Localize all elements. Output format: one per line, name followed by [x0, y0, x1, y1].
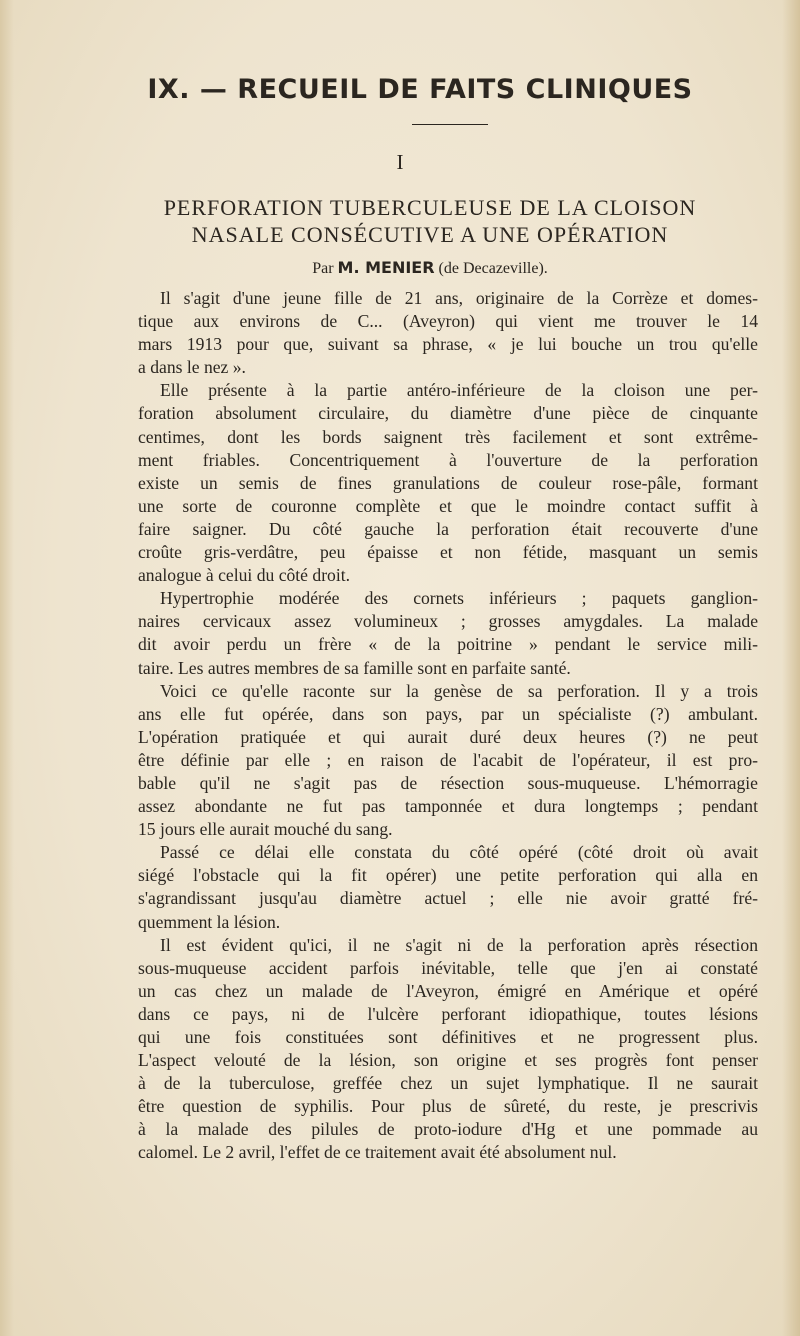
author-name: M. MENIER: [337, 258, 435, 277]
text-line: L'aspect velouté de la lésion, son origine et ses progrès font penser: [138, 1050, 758, 1071]
text-line: qui une fois constituées sont définitives et ne progressent plus.: [138, 1027, 758, 1047]
text-line: Hypertrophie modérée des cornets inférieurs ; paquets ganglion-: [160, 588, 758, 609]
text-line: Voici ce qu'elle raconte sur la genèse de sa perforation. Il y a trois: [160, 680, 758, 701]
text-line: siégé l'obstacle qui la fit opérer) une petite perforation qui alla en: [138, 865, 758, 886]
text-line: naires cervicaux assez volumineux ; grosses amygdales. La malade: [138, 611, 758, 632]
page-edge-shadow-left: [0, 0, 14, 1336]
article-body: [138, 287, 758, 1165]
paragraph: [138, 287, 758, 379]
article-title-line-2: NASALE CONSÉCUTIVE A UNE OPÉRATION: [191, 222, 669, 247]
text-line: une sorte de couronne complète et que le moindre contact suffit à: [138, 495, 758, 516]
byline-prefix: Par: [312, 260, 334, 277]
text-line: ment friables. Concentriquement à l'ouverture de la perforation: [138, 449, 758, 470]
section-number: I: [396, 150, 404, 174]
text-line: Passé ce délai elle constata du côté opéré (côté droit où avait: [160, 842, 758, 863]
paragraph: [138, 841, 758, 933]
text-line: croûte gris-verdâtre, peu épaisse et non fétide, masquant un semis: [138, 542, 758, 563]
text-line: sous-muqueuse accident parfois inévitable, telle que j'en ai constaté: [138, 957, 758, 978]
text-line: dit avoir perdu un frère « de la poitrine » pendant le service mili-: [138, 634, 758, 655]
paragraph: [138, 379, 758, 587]
text-line: foration absolument circulaire, du diamètre d'une pièce de cinquante: [138, 403, 758, 424]
text-line: dans ce pays, ni de l'ulcère perforant idiopathique, toutes lésions: [138, 1003, 758, 1024]
text-line: 15 jours elle aurait mouché du sang.: [138, 819, 393, 840]
text-line: bable qu'il ne s'agit pas de résection sous-muqueuse. L'hémorragie: [138, 772, 758, 793]
text-line: a dans le nez ».: [138, 357, 246, 378]
heading-divider: [412, 124, 488, 125]
text-line: Il est évident qu'ici, il ne s'agit ni de la perforation après résection: [160, 934, 758, 955]
paragraph: [138, 587, 758, 679]
text-line: L'opération pratiquée et qui aurait duré deux heures (?) ne peut: [138, 726, 758, 747]
article-title-line-1: PERFORATION TUBERCULEUSE DE LA CLOISON: [163, 195, 697, 220]
text-line: existe un semis de fines granulations de couleur rose-pâle, formant: [138, 472, 758, 493]
text-line: un cas chez un malade de l'Aveyron, émigré en Amérique et opéré: [138, 980, 758, 1001]
text-line: être définie par elle ; en raison de l'acabit de l'opérateur, il est pro-: [138, 749, 758, 770]
text-line: faire saigner. Du côté gauche la perforation était recouverte d'une: [138, 518, 758, 539]
byline-affiliation: (de Decazeville).: [438, 260, 548, 277]
chapter-heading: IX. — RECUEIL DE FAITS CLINIQUES: [147, 74, 693, 105]
article-title: [120, 194, 740, 248]
text-line: taire. Les autres membres de sa famille sont en parfaite santé.: [138, 657, 571, 678]
text-line: être question de syphilis. Pour plus de sûreté, du reste, je prescrivis: [138, 1096, 758, 1117]
text-line: calomel. Le 2 avril, l'effet de ce traitement avait été absolument nul.: [138, 1142, 617, 1163]
text-line: mars 1913 pour que, suivant sa phrase, « je lui bouche un trou qu'elle: [138, 334, 758, 355]
paragraph: [138, 680, 758, 842]
page-edge-shadow-right: [782, 0, 800, 1336]
byline: [120, 258, 740, 278]
text-line: quemment la lésion.: [138, 911, 281, 932]
text-line: à de la tuberculose, greffée chez un sujet lymphatique. Il ne saurait: [138, 1073, 758, 1094]
text-line: à la malade des pilules de proto-iodure d'Hg et une pommade au: [138, 1119, 758, 1140]
text-line: Elle présente à la partie antéro-inférieure de la cloison une per-: [160, 380, 758, 401]
text-line: assez abondante ne fut pas tamponnée et dura longtemps ; pendant: [138, 796, 758, 817]
paragraph: [138, 934, 758, 1165]
text-line: tique aux environs de C... (Aveyron) qui vient me trouver le 14: [138, 311, 758, 332]
text-line: ans elle fut opérée, dans son pays, par un spécialiste (?) ambulant.: [138, 703, 758, 724]
text-line: analogue à celui du côté droit.: [138, 565, 351, 586]
text-line: s'agrandissant jusqu'au diamètre actuel ; elle nie avoir gratté fré-: [138, 888, 758, 909]
text-line: centimes, dont les bords saignent très facilement et sont extrême-: [138, 426, 758, 447]
text-line: Il s'agit d'une jeune fille de 21 ans, originaire de la Corrèze et domes-: [160, 288, 758, 308]
